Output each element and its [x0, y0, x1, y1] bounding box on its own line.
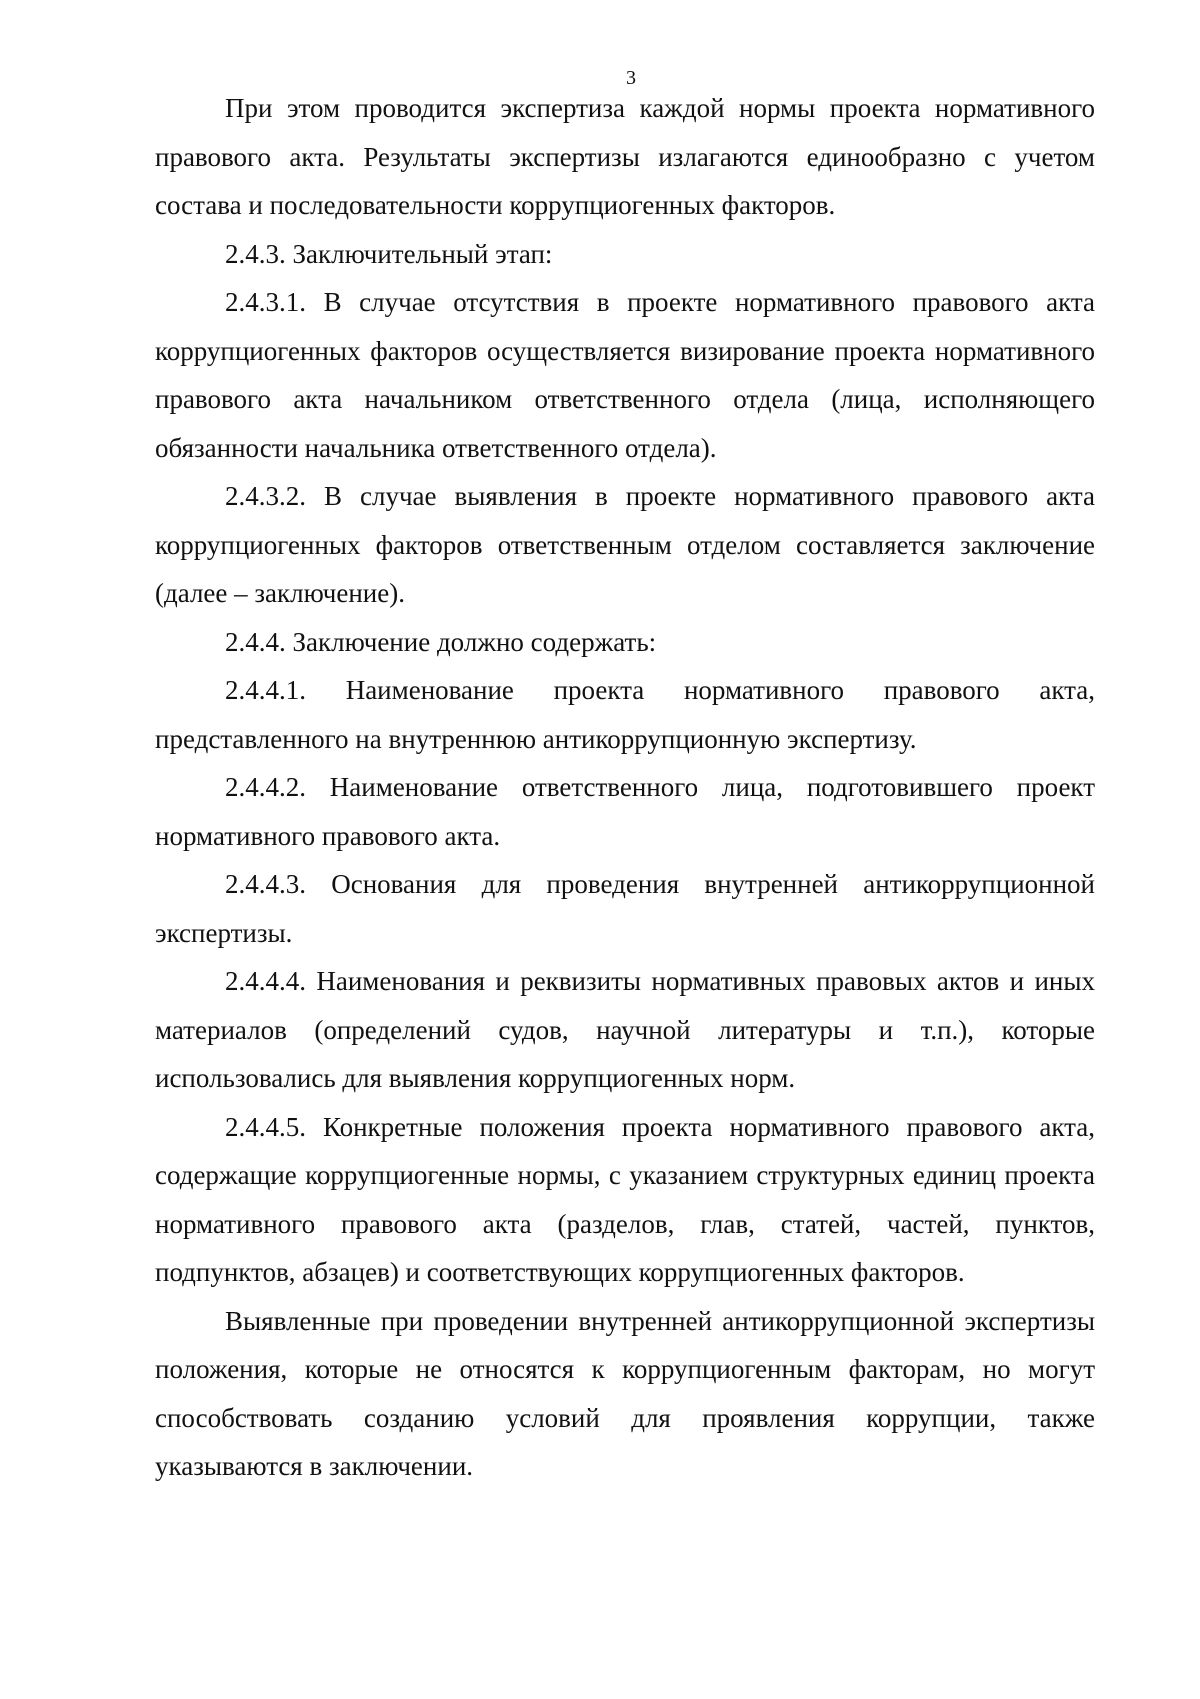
paragraph-2-4-4-2: 2.4.4.2. Наименование ответственного лица, подготовившего проект нормативного правового акта. [155, 772, 1095, 851]
paragraph-2-4-4-3: 2.4.4.3. Основания для проведения внутренней антикоррупционной экспертизы. [155, 869, 1095, 948]
paragraph-2-4-4-heading: 2.4.4. Заключение должно содержать: [225, 626, 657, 657]
paragraph-identified-provisions: Выявленные при проведении внутренней антикоррупционной экспертизы положения, которые не относятся к коррупциогенным факторам, но могут способствовать созданию условий для проявления коррупции, также указываются в заключении. [155, 1305, 1095, 1481]
paragraph-2-4-3-2: 2.4.3.2. В случае выявления в проекте нормативного правового акта коррупциогенных факторов ответственным отделом составляется заключение (далее – заключение). [155, 481, 1095, 608]
page-number: 3 [626, 67, 636, 89]
paragraph-2-4-4-1: 2.4.4.1. Наименование проекта нормативного правового акта, представленного на внутреннюю антикоррупционную экспертизу. [155, 675, 1095, 754]
paragraph-2-4-3-1: 2.4.3.1. В случае отсутствия в проекте нормативного правового акта коррупциогенных факторов осуществляется визирование проекта нормативного правового акта начальником ответственного отдела (лица, исполняющего обязанности начальника ответственного отдела). [155, 287, 1095, 463]
paragraph-final-stage-heading: 2.4.3. Заключительный этап: [225, 238, 553, 269]
paragraph-2-4-4-5: 2.4.4.5. Конкретные положения проекта нормативного правового акта, содержащие коррупциогенные нормы, с указанием структурных единиц проекта нормативного правового акта (разделов, глав, статей, частей, пунктов, подпунктов, абзацев) и соответствующих коррупциогенных факторов. [155, 1111, 1095, 1287]
paragraph-expertise-each-norm: При этом проводится экспертиза каждой нормы проекта нормативного правового акта. Результаты экспертизы излагаются единообразно с учетом состава и последовательности коррупциогенных факторов. [155, 93, 1095, 220]
document-body [155, 84, 1095, 1491]
paragraph-2-4-4-4: 2.4.4.4. Наименования и реквизиты нормативных правовых актов и иных материалов (определений судов, научной литературы и т.п.), которые использовались для выявления коррупциогенных норм. [155, 966, 1095, 1093]
